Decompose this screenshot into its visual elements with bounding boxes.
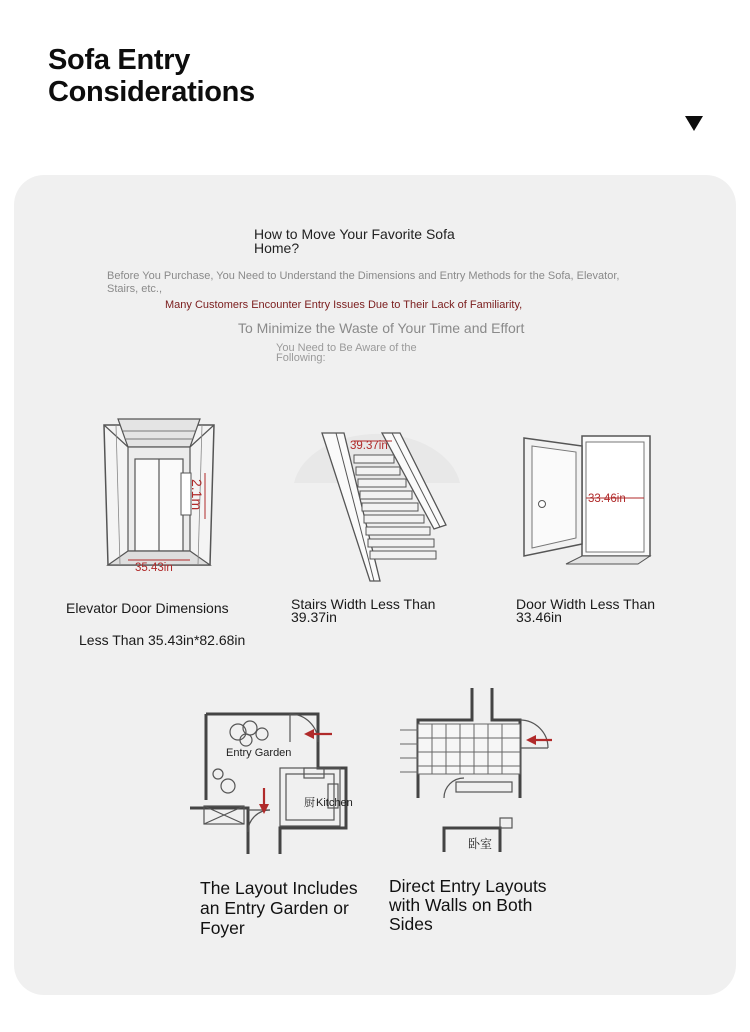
elevator-width-label: 35.43in [135, 562, 173, 574]
direct-entry-floorplan [396, 686, 556, 858]
entry-garden-floorplan [186, 708, 356, 860]
intro-heading: How to Move Your Favorite Sofa Home? [254, 226, 455, 256]
door-width-label: 33.46in [588, 493, 626, 505]
stairs-width-label: 39.37in [350, 440, 388, 452]
page-title-line-1: Sofa Entry [48, 44, 191, 76]
intro-paragraph: Before You Purchase, You Need to Understand the Dimensions and Entry Methods for the Sofa, Elevator, Stairs, etc., [107, 270, 620, 295]
page-title-line-2: Considerations [48, 76, 255, 108]
stairs-caption-line-2: 39.37in [291, 609, 337, 625]
direct-layout-caption: Direct Entry Layouts with Walls on Both Sides [389, 876, 547, 934]
elevator-caption-line-1: Elevator Door Dimensions [66, 600, 229, 616]
kitchen-prefix-label: 厨 [304, 797, 315, 809]
elevator-caption-line-2: Less Than 35.43in*82.68in [79, 632, 246, 648]
intro-aware: You Need to Be Aware of the Following: [276, 342, 417, 364]
page-title [48, 44, 255, 108]
elevator-height-label: 2.1m [189, 479, 205, 511]
garden-layout-caption: The Layout Includes an Entry Garden or Foyer [200, 878, 358, 938]
content-card [14, 175, 736, 995]
triangle-down-icon[interactable] [684, 114, 704, 132]
door-caption-line-1: Door Width Less Than [516, 596, 656, 612]
bedroom-label: 卧室 [468, 837, 493, 851]
elevator-illustration [98, 415, 220, 580]
kitchen-label: Kitchen [316, 797, 353, 809]
intro-highlight: Many Customers Encounter Entry Issues Due to Their Lack of Familiarity, [165, 299, 523, 311]
entry-garden-label: Entry Garden [226, 747, 292, 759]
door-illustration [520, 432, 656, 568]
stairs-illustration [292, 425, 462, 585]
door-caption-line-2: 33.46in [516, 609, 562, 625]
stairs-caption-line-1: Stairs Width Less Than [291, 596, 436, 612]
intro-minimize: To Minimize the Waste of Your Time and Effort [238, 320, 525, 336]
